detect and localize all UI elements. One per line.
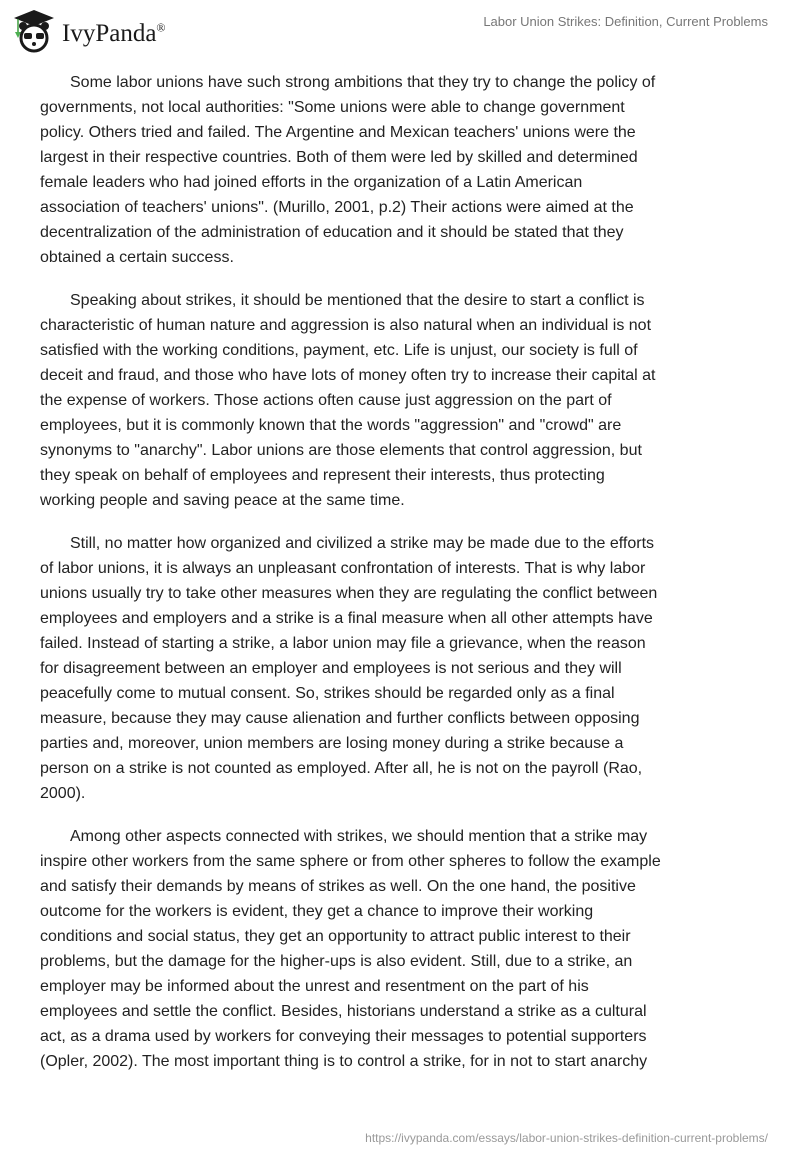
paragraph-line: inspire other workers from the same sphere or from other spheres to follow the example	[40, 853, 661, 870]
paragraph-line: Among other aspects connected with strikes, we should mention that a strike may	[70, 828, 648, 845]
paragraph-line: employees and settle the conflict. Besides, historians understand a strike as a cultural	[40, 1003, 647, 1020]
paragraph-line: working people and saving peace at the same time.	[40, 492, 405, 509]
paragraph-line: parties and, moreover, union members are losing money during a strike because a	[40, 735, 624, 752]
paragraph-line: the expense of workers. Those actions often cause just aggression on the part of	[40, 392, 612, 409]
paragraph-line: satisfied with the working conditions, payment, etc. Life is unjust, our society is full of	[40, 342, 638, 359]
paragraph-line: 2000).	[40, 785, 86, 802]
paragraph-line: act, as a drama used by workers for conveying their messages to potential supporters	[40, 1028, 647, 1045]
panda-graduate-icon	[12, 8, 56, 54]
paragraph-line: they speak on behalf of employees and represent their interests, thus protecting	[40, 467, 605, 484]
paragraph-line: female leaders who had joined efforts in the organization of a Latin American	[40, 174, 583, 191]
paragraph-line: obtained a certain success.	[40, 249, 234, 266]
document-title: Labor Union Strikes: Definition, Current Problems	[483, 14, 768, 29]
paragraph-line: problems, but the damage for the higher-ups is also evident. Still, due to a strike, an	[40, 953, 633, 970]
paragraph-line: employer may be informed about the unrest and resentment on the part of his	[40, 978, 589, 995]
paragraph-line: governments, not local authorities: "Some unions were able to change government	[40, 99, 625, 116]
logo-text: IvyPanda®	[62, 20, 166, 47]
paragraph-line: (Opler, 2002). The most important thing is to control a strike, for in not to start anarchy	[40, 1053, 648, 1070]
paragraph	[40, 824, 770, 1074]
paragraph-line: policy. Others tried and failed. The Argentine and Mexican teachers' unions were the	[40, 124, 636, 141]
paragraph-line: characteristic of human nature and aggression is also natural when an individual is not	[40, 317, 652, 334]
paragraph-line: deceit and fraud, and those who have lots of money often try to increase their capital at	[40, 367, 656, 384]
essay-body	[40, 70, 770, 1092]
paragraph-line: Speaking about strikes, it should be mentioned that the desire to start a conflict is	[70, 292, 645, 309]
paragraph-line: of labor unions, it is always an unpleasant confrontation of interests. That is why labor	[40, 560, 646, 577]
paragraph-line: and satisfy their demands by means of strikes as well. On the one hand, the positive	[40, 878, 636, 895]
paragraph-line: largest in their respective countries. Both of them were led by skilled and determined	[40, 149, 638, 166]
paragraph-line: decentralization of the administration of education and it should be stated that they	[40, 224, 624, 241]
paragraph-line: Still, no matter how organized and civilized a strike may be made due to the efforts	[70, 535, 655, 552]
paragraph-line: unions usually try to take other measures when they are regulating the conflict between	[40, 585, 658, 602]
paragraph	[40, 70, 770, 270]
paragraph-line: employees, but it is commonly known that the words "aggression" and "crowd" are	[40, 417, 622, 434]
paragraph-line: person on a strike is not counted as employed. After all, he is not on the payroll (Rao,	[40, 760, 643, 777]
ivypanda-logo[interactable]	[12, 8, 166, 54]
paragraph-line: employees and employers and a strike is a final measure when all other attempts have	[40, 610, 653, 627]
paragraph-line: Some labor unions have such strong ambitions that they try to change the policy of	[70, 74, 656, 91]
paragraph-line: peacefully come to mutual consent. So, strikes should be regarded only as a final	[40, 685, 615, 702]
paragraph-line: measure, because they may cause alienation and further conflicts between opposing	[40, 710, 640, 727]
paragraph	[40, 531, 770, 806]
paragraph-line: failed. Instead of starting a strike, a labor union may file a grievance, when the reason	[40, 635, 646, 652]
paragraph-line: association of teachers' unions". (Murillo, 2001, p.2) Their actions were aimed at the	[40, 199, 634, 216]
paragraph-line: conditions and social status, they get an opportunity to attract public interest to their	[40, 928, 631, 945]
paragraph-line: for disagreement between an employer and employees is not serious and they will	[40, 660, 622, 677]
footer-url[interactable]: https://ivypanda.com/essays/labor-union-strikes-definition-current-problems/	[365, 1131, 768, 1145]
page-header	[0, 0, 800, 60]
paragraph	[40, 288, 770, 513]
paragraph-line: synonyms to "anarchy". Labor unions are those elements that control aggression, but	[40, 442, 642, 459]
paragraph-line: outcome for the workers is evident, they get a chance to improve their working	[40, 903, 594, 920]
